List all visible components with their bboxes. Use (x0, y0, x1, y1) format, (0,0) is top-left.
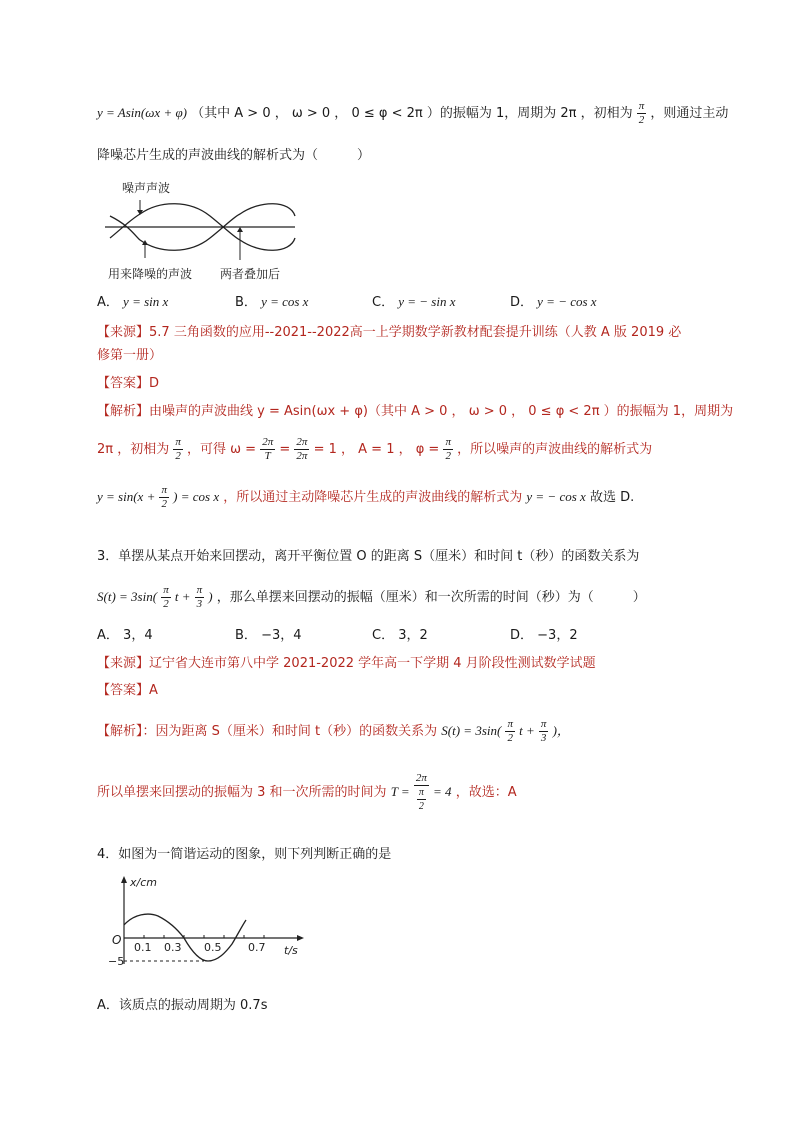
q3-an-frac-T: $\frac{2\pi}{\frac{\pi}{2}}$ (415, 772, 427, 812)
q2-wave-figure (100, 180, 300, 285)
q2-analysis-line3: y = sin(x + $\frac{\pi}{2}$ ) = cos x ，所以通过主动降噪芯片生成的声波曲线的解析式为 y = − cos x 故选 D. (97, 484, 635, 510)
q4-x-axis-label: t/s (284, 944, 298, 957)
q2-pi-over-2: $\frac{\pi}{2}$ (638, 100, 645, 126)
q4-tick-0-1: 0.1 (134, 941, 152, 954)
q3-analysis-line1: 【解析】：因为距离 S（厘米）和时间 t（秒）的函数关系为 S(t) = 3sin( $\frac{\pi}{2}$ t + $\frac{\pi}{3}$ )， (97, 718, 570, 744)
q2-conditions: （其中 A > 0 ， ω > 0 ， 0 ≤ φ < 2π ）的振幅为 1，周期为 2π ，初相为 (191, 106, 633, 121)
q3-frac-pi2: $\frac{\pi}{2}$ (163, 584, 169, 610)
q3-option-a[interactable]: A． 3，4 (97, 628, 153, 643)
q3-an-frac-pi2: $\frac{\pi}{2}$ (507, 718, 513, 744)
q4-shm-graph (108, 872, 308, 972)
q4-y-tick-neg5: −5 (108, 955, 125, 968)
q4-tick-0-3: 0.3 (164, 941, 182, 954)
q2-option-c[interactable]: C． y = − sin x (372, 294, 456, 310)
q2-stem-line1 (97, 100, 728, 127)
q3-option-b[interactable]: B． −3，4 (235, 628, 302, 643)
q2-an-frac-2pi-T: $\frac{2\pi}{T}$ (262, 436, 274, 462)
q4-option-a[interactable]: A．该质点的振动周期为 0.7s (97, 998, 268, 1013)
q3-answer: 【答案】A (97, 683, 158, 698)
q2-option-a[interactable]: A． y = sin x (97, 294, 169, 310)
q2-source: 【来源】5.7 三角函数的应用--2021--2022高一上学期数学新教材配套提升训练（人教 A 版 2019 必 (97, 325, 682, 340)
q2-an-frac-2pi-2pi: $\frac{2\pi}{2\pi}$ (296, 436, 308, 462)
q2-answer: 【答案】D (97, 376, 160, 391)
q2-source-line2: 修第一册） (97, 348, 163, 363)
q3-analysis-line2: 所以单摆来回摆动的振幅为 3 和一次所需的时间为 T = $\frac{2\pi}{\frac{\pi}{2}}$ = 4 ，故选：A (97, 772, 517, 812)
q3-stem-line2: S(t) = 3sin( $\frac{\pi}{2}$ t + $\frac{\pi}{3}$ ) ，那么单摆来回摆动的振幅（厘米）和一次所需的时间（秒）为（ ） (97, 584, 646, 610)
q2-analysis-line2: 2π ，初相为 $\frac{\pi}{2}$ ，可得 ω = $\frac{2\pi}{T}$ = $\frac{2\pi}{2\pi}$ = 1 ， A = 1 ， φ = $\frac{\pi}{2}$ ，所以噪声的声波曲线的解析式为 (97, 436, 653, 462)
q2-label-noise: 噪声声波 (122, 181, 171, 195)
q4-tick-0-7: 0.7 (248, 941, 266, 954)
q3-frac-pi3: $\frac{\pi}{3}$ (196, 584, 203, 610)
q2-stem-tail: ，则通过主动 (650, 106, 729, 121)
q2-option-d[interactable]: D． y = − cos x (510, 294, 597, 310)
q2-stem-line2: 降噪芯片生成的声波曲线的解析式为（ ） (97, 148, 371, 163)
q2-an-frac-phase: $\frac{\pi}{2}$ (161, 484, 167, 510)
q2-formula: y = Asin(ωx + φ) (97, 105, 187, 120)
q2-option-b[interactable]: B． y = cos x (235, 294, 309, 310)
q3-option-d[interactable]: D． −3，2 (510, 628, 578, 643)
q3-option-c[interactable]: C． 3，2 (372, 628, 428, 643)
q2-label-sum: 两者叠加后 (220, 267, 281, 281)
q3-an-frac-pi3: $\frac{\pi}{3}$ (540, 718, 547, 744)
q4-y-axis-label: x/cm (130, 876, 157, 889)
q3-stem-line1: 3．单摆从某点开始来回摆动，离开平衡位置 O 的距离 S（厘米）和时间 t（秒）的函数关系为 (97, 549, 640, 564)
q3-source: 【来源】辽宁省大连市第八中学 2021-2022 学年高一下学期 4 月阶段性测试数学试题 (97, 656, 596, 671)
q2-label-cancel: 用来降噪的声波 (108, 267, 193, 281)
q2-analysis-line1: 【解析】由噪声的声波曲线 y = Asin(ωx + φ)（其中 A > 0 ， ω > 0 ， 0 ≤ φ < 2π ）的振幅为 1，周期为 (97, 404, 734, 419)
q4-stem: 4．如图为一简谐运动的图象，则下列判断正确的是 (97, 847, 392, 862)
q4-origin: O (112, 933, 122, 947)
q2-an-frac-phi: $\frac{\pi}{2}$ (445, 436, 451, 462)
q4-tick-0-5: 0.5 (204, 941, 222, 954)
q2-an-frac-pi2: $\frac{\pi}{2}$ (175, 436, 181, 462)
